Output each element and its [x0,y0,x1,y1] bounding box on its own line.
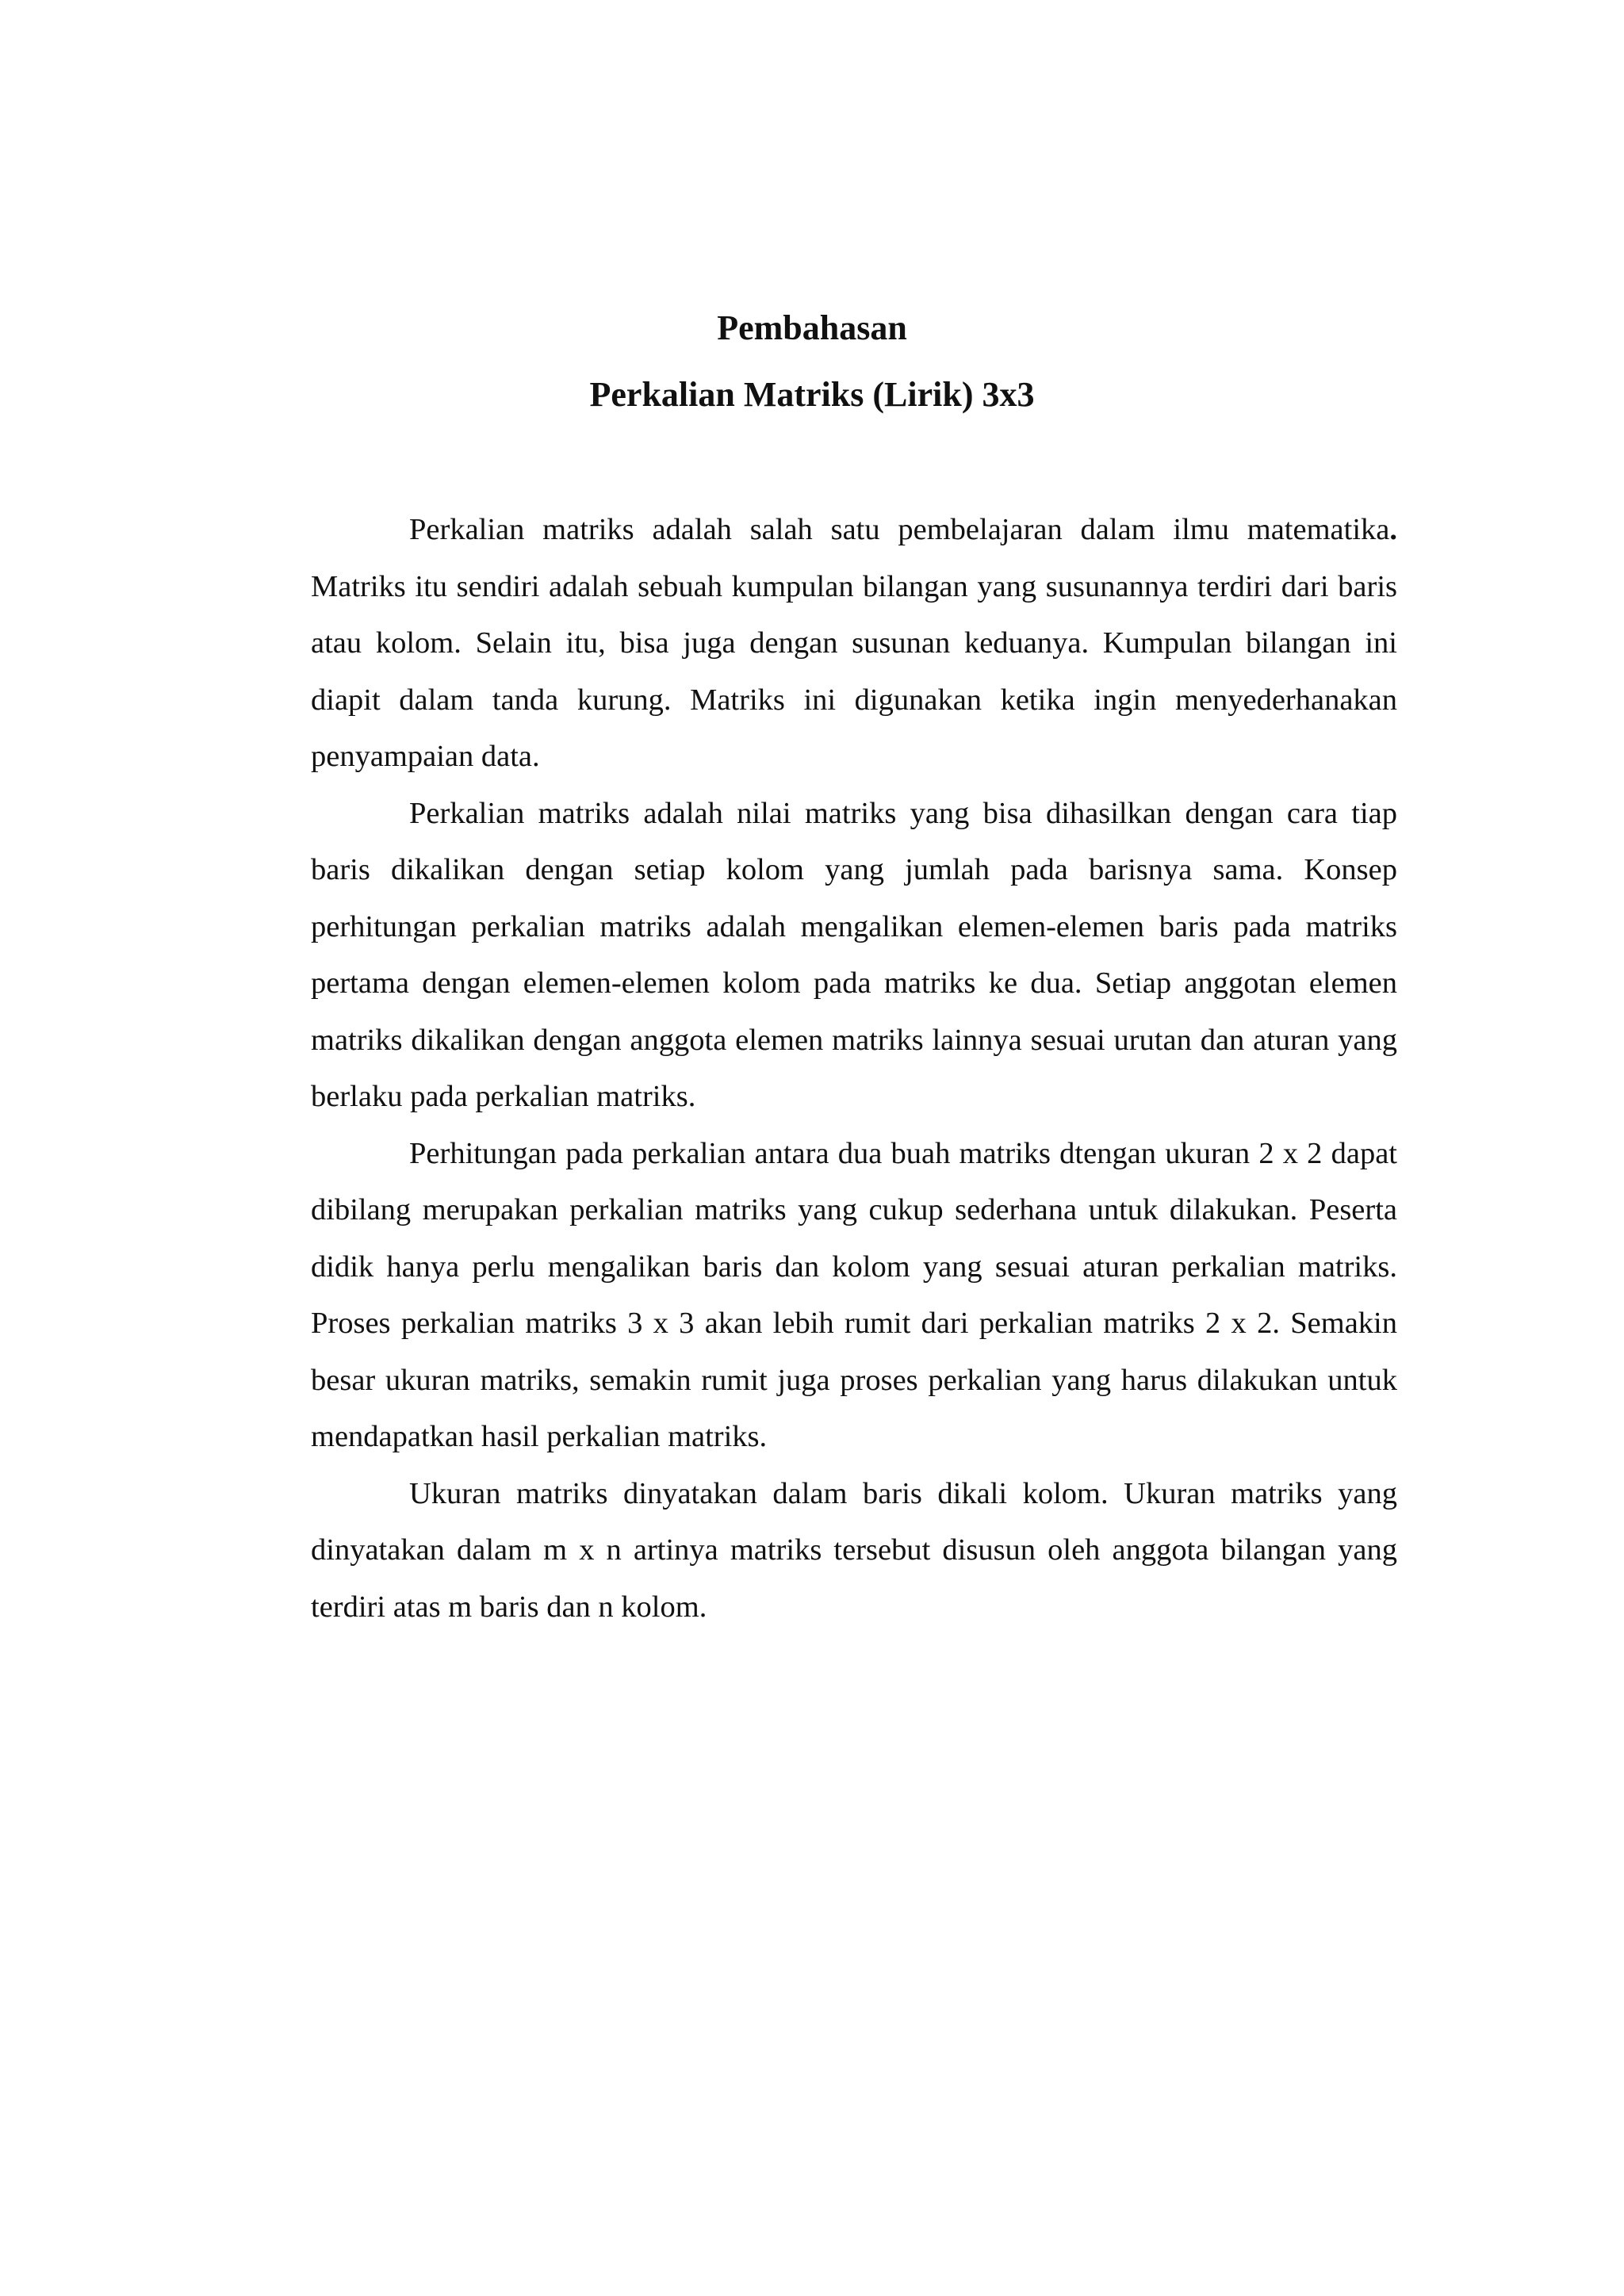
document-body [311,502,1397,1636]
paragraph-2: Perkalian matriks adalah nilai matriks yang bisa dihasilkan dengan cara tiap baris dikalikan dengan setiap kolom yang jumlah pada barisnya sama. Konsep perhitungan perkalian matriks adalah mengalikan elemen-elemen baris pada matriks pertama dengan elemen-elemen kolom pada matriks ke dua. Setiap anggotan elemen matriks dikalikan dengan anggota elemen matriks lainnya sesuai urutan dan aturan yang berlaku pada perkalian matriks. [311,796,1397,1113]
paragraph-1-bold-period: . [1389,513,1397,546]
paragraph-4: Ukuran matriks dinyatakan dalam baris dikali kolom. Ukuran matriks yang dinyatakan dalam m x n artinya matriks tersebut disusun oleh anggota bilangan yang terdiri atas m baris dan n kolom. [311,1476,1397,1624]
paragraph-1-lead: Perkalian matriks adalah salah satu pembelajaran dalam ilmu matematika [409,513,1390,546]
page-subtitle: Perkalian Matriks (Lirik) 3x3 [589,375,1035,414]
page-title: Pembahasan [717,308,907,347]
paragraph-3: Perhitungan pada perkalian antara dua buah matriks dtengan ukuran 2 x 2 dapat dibilang merupakan perkalian matriks yang cukup sederhana untuk dilakukan. Peserta didik hanya perlu mengalikan baris dan kolom yang sesuai aturan perkalian matriks. Proses perkalian matriks 3 x 3 akan lebih rumit dari perkalian matriks 2 x 2. Semakin besar ukuran matriks, semakin rumit juga proses perkalian yang harus dilakukan untuk mendapatkan hasil perkalian matriks. [311,1136,1397,1453]
paragraph-1-rest: Matriks itu sendiri adalah sebuah kumpulan bilangan yang susunannya terdiri dari baris atau kolom. Selain itu, bisa juga dengan susunan keduanya. Kumpulan bilangan ini diapit dalam tanda kurung. Matriks ini digunakan ketika ingin menyederhanakan penyampaian data. [311,569,1397,773]
paragraph-1 [311,502,1397,786]
